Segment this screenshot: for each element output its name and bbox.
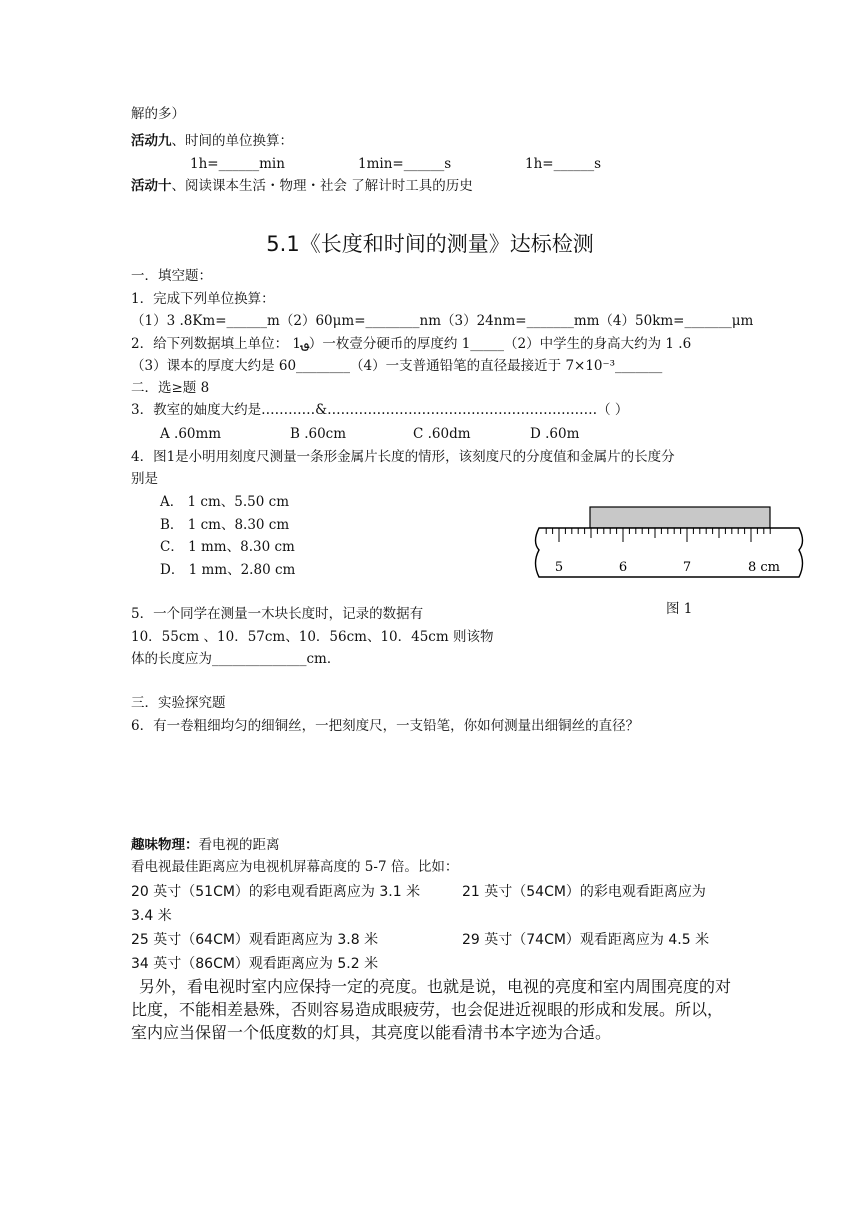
fun-physics-label: 趣味物理： <box>131 837 199 853</box>
question-5: 5．一个同学在测量一木块长度时，记录的数据有 <box>131 606 424 622</box>
question-5-line-3: 体的长度应为______________cm． <box>131 651 341 667</box>
ruler-label-7: 7 <box>682 560 692 575</box>
activity-9-text: 、时间的单位换算： <box>171 133 293 149</box>
carry-over-text: 解的多） <box>131 106 185 122</box>
section-3-heading: 三．实验探究题 <box>131 695 226 711</box>
fun-physics-intro: 看电视最佳距离应为电视机屏幕高度的 5-7 倍。比如： <box>131 859 459 875</box>
time-conversion-2: 1min=______s <box>358 156 452 172</box>
q3-option-a: A .60mm <box>160 426 222 442</box>
ruler-label-6: 6 <box>618 560 628 575</box>
activity-10 <box>131 176 473 196</box>
q4-option-a: A． 1 cm、5.50 cm <box>160 494 289 510</box>
section-2-heading: 二．选≥题 8 <box>131 380 210 396</box>
q3-option-b: B .60cm <box>290 426 347 442</box>
ruler-figure <box>532 500 810 582</box>
time-conversion-1: 1h=______min <box>190 156 285 172</box>
question-2-continued: （3）课本的厚度大约是 60________（4）一支普通铅笔的直径最接近于 7×10⁻³_______ <box>131 358 663 374</box>
ruler-label-8cm: 8 cm <box>747 560 781 575</box>
time-conversion-3: 1h=______s <box>525 156 602 172</box>
q4-option-d: D． 1 mm、2.80 cm <box>160 562 296 578</box>
question-3: 3．教室的妯度大约是…………&……………………………………………………（ ） <box>131 402 629 418</box>
ruler-label-5: 5 <box>554 560 564 575</box>
q3-option-c: C .60dm <box>413 426 471 442</box>
activity-10-label: 活动十 <box>131 178 172 194</box>
activity-9 <box>131 131 293 151</box>
question-1-items: （1）3 .8Km=______m（2）60μm=________nm（3）24nm=_______mm（4）50km=_______μm <box>131 313 754 329</box>
question-2: 2．给下列数据填上单位： ؈1）一枚壹分硬币的厚度约 1_____（2）中学生的身高大约为 1 .6 <box>131 336 692 352</box>
fun-physics-topic: 看电视的距离 <box>198 837 280 853</box>
tv-distance-25in: 25 英寸（64CM）观看距离应为 3.8 米 <box>131 932 379 948</box>
question-6: 6．有一卷粗细均匀的细铜丝，一把刻度尺，一支铅笔，你如何测量出细铜丝的直径？ <box>131 718 640 734</box>
question-5-line-2: 10．55cm 、10．57cm、10．56cm、10．45cm 则该物 <box>131 629 494 645</box>
question-4: 4．图1是小明用刻度尺测量一条形金属片长度的情形，该刻度尺的分度值和金属片的长度分 <box>131 449 675 465</box>
question-1: 1．完成下列单位换算： <box>131 291 275 307</box>
metal-strip <box>590 507 770 528</box>
activity-9-label: 活动九 <box>131 133 172 149</box>
tv-distance-21in-value: 3.4 米 <box>131 908 172 924</box>
question-4-continued: 别是 <box>131 471 158 487</box>
tv-distance-34in: 34 英寸（86CM）观看距离应为 5.2 米 <box>131 956 379 972</box>
tv-distance-20in: 20 英寸（51CM）的彩电观看距离应为 3.1 米 <box>131 884 421 900</box>
fun-physics-header <box>131 835 280 855</box>
section-1-heading: 一．填空题： <box>131 268 212 284</box>
page-title: 5.1《长度和时间的测量》达标检测 <box>266 232 594 256</box>
q4-option-c: C． 1 mm、8.30 cm <box>160 539 295 555</box>
fun-physics-paragraph: 另外，看电视时室内应保持一定的亮度。也就是说，电视的亮度和室内周围亮度的对比度，不能相差悬殊，否则容易造成眼疲劳，也会促进近视眼的形成和发展。所以，室内应当保留一个低度数的灯具，其亮度以能看清书本字迹为合适。 <box>131 977 732 1042</box>
figure-caption: 图 1 <box>666 601 693 617</box>
q4-option-b: B． 1 cm、8.30 cm <box>160 517 290 533</box>
activity-10-text: 、阅读课本生活・物理・社会 了解计时工具的历史 <box>171 178 473 194</box>
tv-distance-29in: 29 英寸（74CM）观看距离应为 4.5 米 <box>462 932 710 948</box>
q3-option-d: D .60m <box>530 426 580 442</box>
tv-distance-21in: 21 英寸（54CM）的彩电观看距离应为 <box>462 884 706 900</box>
